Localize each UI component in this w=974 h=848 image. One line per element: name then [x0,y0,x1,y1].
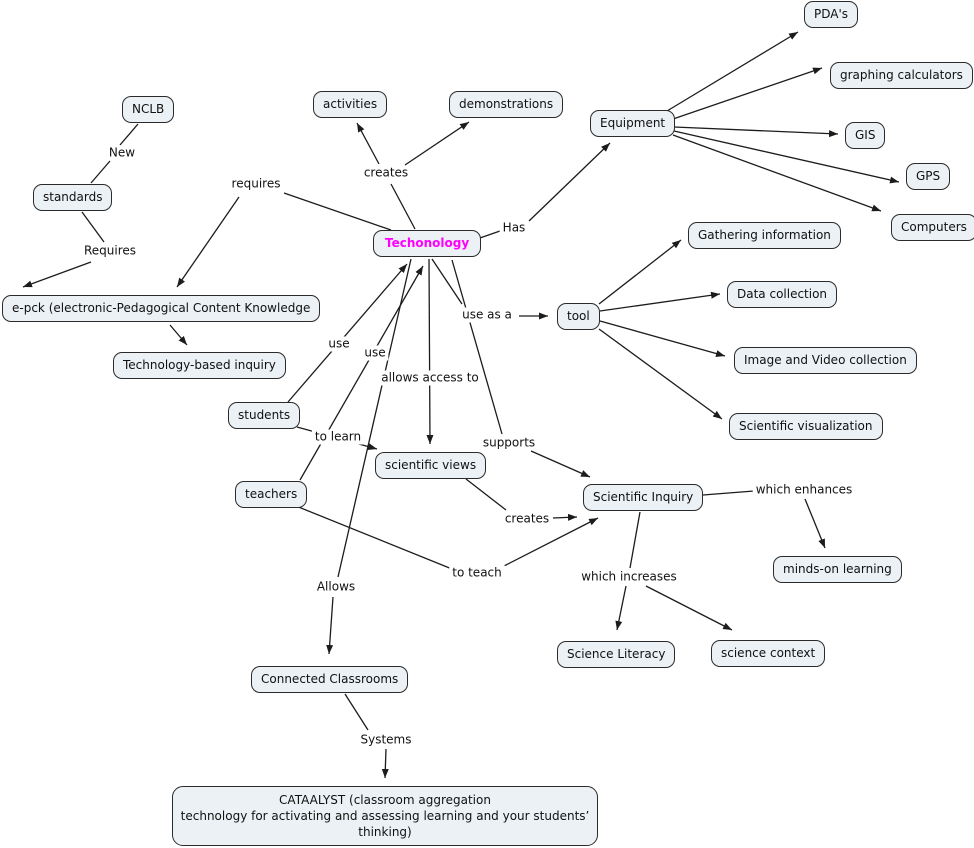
node-gathering-information[interactable]: Gathering information [688,222,841,249]
node-connected-classrooms[interactable]: Connected Classrooms [251,666,408,693]
node-technology-central[interactable]: Techonology [373,230,481,257]
link-label-to-learn[interactable]: to learn [312,430,364,445]
node-data-collection[interactable]: Data collection [727,281,837,308]
link-label-which-increases[interactable]: which increases [578,570,680,585]
node-image-video-collection[interactable]: Image and Video collection [734,347,917,374]
node-equipment[interactable]: Equipment [590,110,675,137]
node-students[interactable]: students [228,402,300,429]
node-scientific-visualization[interactable]: Scientific visualization [729,413,883,440]
node-technology-based-inquiry[interactable]: Technology-based inquiry [113,352,286,379]
node-tool[interactable]: tool [557,303,600,330]
link-label-new[interactable]: New [106,146,138,161]
node-scientific-views[interactable]: scientific views [375,452,486,479]
node-science-context[interactable]: science context [711,640,825,667]
node-nclb[interactable]: NCLB [122,96,174,123]
node-demonstrations[interactable]: demonstrations [449,91,563,118]
link-label-creates-bottom[interactable]: creates [502,512,552,527]
node-cataalyst-line2: technology for activating and assessing learning and your students’ [180,809,590,823]
link-label-use-students[interactable]: use [325,337,352,352]
node-cataalyst[interactable] [172,786,598,846]
link-label-which-enhances[interactable]: which enhances [753,483,856,498]
link-label-use-teachers[interactable]: use [361,346,388,361]
node-science-literacy[interactable]: Science Literacy [557,641,675,668]
link-label-requires-standards[interactable]: Requires [81,244,139,259]
link-label-systems[interactable]: Systems [358,733,415,748]
node-graphing-calculators[interactable]: graphing calculators [830,62,973,89]
node-cataalyst-line1: CATAALYST (classroom aggregation [279,793,491,807]
node-teachers[interactable]: teachers [235,481,307,508]
node-computers[interactable]: Computers [891,214,974,241]
node-cataalyst-line3: thinking) [358,825,412,839]
node-pdas[interactable]: PDA's [804,1,858,28]
link-label-supports[interactable]: supports [480,436,538,451]
link-label-requires-tech[interactable]: requires [229,177,284,192]
link-label-allows[interactable]: Allows [314,580,358,595]
link-label-has[interactable]: Has [500,221,529,236]
link-label-creates-top[interactable]: creates [361,166,411,181]
link-label-to-teach[interactable]: to teach [449,566,505,581]
node-activities[interactable]: activities [313,91,387,118]
node-gis[interactable]: GIS [845,122,885,149]
node-scientific-inquiry[interactable]: Scientific Inquiry [583,484,703,511]
node-minds-on-learning[interactable]: minds-on learning [773,556,902,583]
node-epck[interactable]: e-pck (electronic-Pedagogical Content Knowledge [2,295,320,322]
node-standards[interactable]: standards [33,184,112,211]
link-label-allows-access-to[interactable]: allows access to [378,371,482,386]
link-label-use-as-a[interactable]: use as a [459,308,515,323]
node-gps[interactable]: GPS [906,163,950,190]
